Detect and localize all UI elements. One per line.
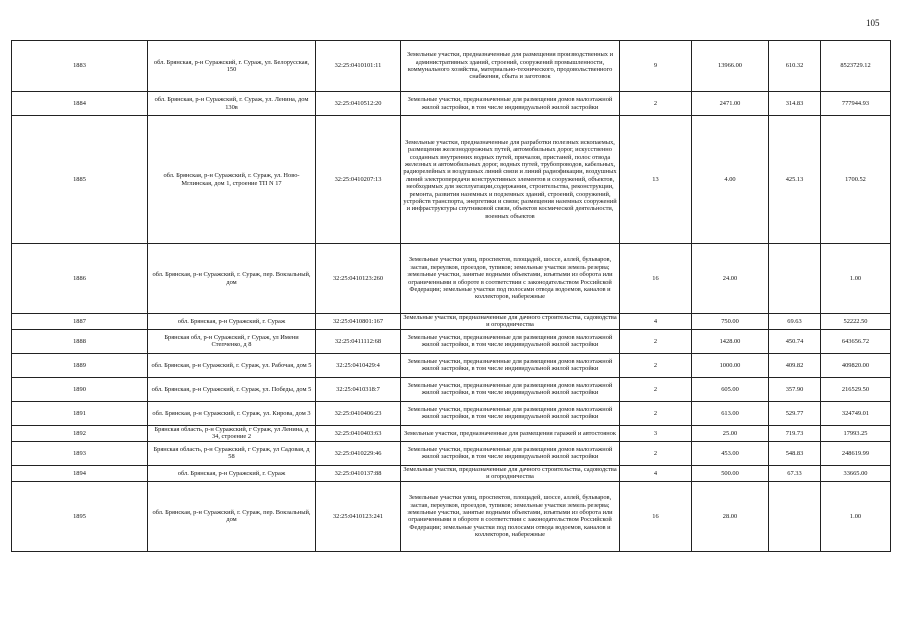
row-number: 1889 <box>12 353 148 377</box>
group-cell: 2 <box>620 377 692 401</box>
rate-cell: 719.73 <box>769 425 821 441</box>
table-row <box>12 244 891 314</box>
cadastral-value-cell: 1700.52 <box>821 116 891 244</box>
cadastral-number-cell: 32:25:0410123:260 <box>316 244 401 314</box>
table-row <box>12 92 891 116</box>
table-row <box>12 425 891 441</box>
table-row <box>12 377 891 401</box>
group-cell: 2 <box>620 329 692 353</box>
land-use-cell: Земельные участки, предназначенные для размещения домов малоэтажной жилой застройки, в том числе индивидуальной жилой застройки <box>401 353 620 377</box>
land-use-cell: Земельные участки, предназначенные для дачного строительства, садоводства и огородничества <box>401 465 620 481</box>
page-number: 105 <box>866 18 880 28</box>
table-row <box>12 314 891 330</box>
area-cell: 500.00 <box>692 465 769 481</box>
cadastral-number-cell: 32:25:0410137:88 <box>316 465 401 481</box>
address-cell: обл. Брянская, р-н Суражский, г. Сураж, ул. Кирова, дом 3 <box>148 401 316 425</box>
cadastral-value-cell: 409820.00 <box>821 353 891 377</box>
land-use-cell: Земельные участки улиц, проспектов, площадей, шоссе, аллей, бульваров, застав, переулков, проездов, тупиков; земельные участки земель резерва; земельные участки, занятые водными объектами, изъятыми из оборота или ограниченными в обороте в соответствии с законодательством Российской Федерации; земельные участки под полосами отвода водоемов, каналов и коллекторов, набережные <box>401 481 620 551</box>
address-cell: обл. Брянская, р-н Суражский, г. Сураж, ул. Рабочая, дом 5 <box>148 353 316 377</box>
rate-cell: 69.63 <box>769 314 821 330</box>
area-cell: 750.00 <box>692 314 769 330</box>
area-cell: 24.00 <box>692 244 769 314</box>
area-cell: 453.00 <box>692 441 769 465</box>
area-cell: 1000.00 <box>692 353 769 377</box>
cadastral-value-cell: 1.00 <box>821 244 891 314</box>
address-cell: Брянская область, р-н Суражский, г Сураж, ул Ленина, д 34, строение 2 <box>148 425 316 441</box>
group-cell: 3 <box>620 425 692 441</box>
land-use-cell: Земельные участки, предназначенные для размещения домов малоэтажной жилой застройки, в том числе индивидуальной жилой застройки <box>401 401 620 425</box>
area-cell: 1428.00 <box>692 329 769 353</box>
area-cell: 613.00 <box>692 401 769 425</box>
address-cell: обл. Брянская, р-н Суражский, г. Сураж <box>148 465 316 481</box>
land-use-cell: Земельные участки, предназначенные для размещения домов малоэтажной жилой застройки, в том числе индивидуальной жилой застройки <box>401 441 620 465</box>
cadastral-number-cell: 32:25:0410801:167 <box>316 314 401 330</box>
row-number: 1892 <box>12 425 148 441</box>
group-cell: 2 <box>620 441 692 465</box>
cadastral-number-cell: 32:25:0410123:241 <box>316 481 401 551</box>
area-cell: 605.00 <box>692 377 769 401</box>
row-number: 1891 <box>12 401 148 425</box>
address-cell: обл. Брянская, р-н Суражский, г. Сураж, пер. Вокзальный, дом <box>148 244 316 314</box>
cadastral-value-cell: 216529.50 <box>821 377 891 401</box>
address-cell: обл. Брянская, р-н Суражский, г. Сураж <box>148 314 316 330</box>
address-cell: обл. Брянская, р-н Суражский, г. Сураж, ул. Белорусская, 150 <box>148 41 316 92</box>
area-cell: 13966.00 <box>692 41 769 92</box>
group-cell: 2 <box>620 353 692 377</box>
area-cell: 25.00 <box>692 425 769 441</box>
table-row <box>12 465 891 481</box>
rate-cell: 425.13 <box>769 116 821 244</box>
row-number: 1887 <box>12 314 148 330</box>
group-cell: 4 <box>620 465 692 481</box>
area-cell: 4.00 <box>692 116 769 244</box>
rate-cell: 450.74 <box>769 329 821 353</box>
group-cell: 13 <box>620 116 692 244</box>
address-cell: обл. Брянская, р-н Суражский, г. Сураж, ул. Ленина, дом 130в <box>148 92 316 116</box>
land-use-cell: Земельные участки, предназначенные для размещения домов малоэтажной жилой застройки, в том числе индивидуальной жилой застройки <box>401 329 620 353</box>
row-number: 1888 <box>12 329 148 353</box>
cadastral-value-cell: 248619.99 <box>821 441 891 465</box>
row-number: 1883 <box>12 41 148 92</box>
rate-cell: 409.82 <box>769 353 821 377</box>
rate-cell: 67.33 <box>769 465 821 481</box>
cadastral-number-cell: 32:25:0411112:68 <box>316 329 401 353</box>
address-cell: Брянская область, р-н Суражский, г Сураж, ул Садовая, д 58 <box>148 441 316 465</box>
row-number: 1885 <box>12 116 148 244</box>
address-cell: обл. Брянская, р-н Суражский, г. Сураж, пер. Вокзальный, дом <box>148 481 316 551</box>
table-row <box>12 116 891 244</box>
land-use-cell: Земельные участки, предназначенные для дачного строительства, садоводства и огородничества <box>401 314 620 330</box>
cadastral-value-cell: 52222.50 <box>821 314 891 330</box>
rate-cell: 548.83 <box>769 441 821 465</box>
cadastral-value-cell: 777944.93 <box>821 92 891 116</box>
cadastral-number-cell: 32:25:0410318:7 <box>316 377 401 401</box>
cadastral-number-cell: 32:25:0410406:23 <box>316 401 401 425</box>
rate-cell: 610.32 <box>769 41 821 92</box>
group-cell: 9 <box>620 41 692 92</box>
cadastral-number-cell: 32:25:0410429:4 <box>316 353 401 377</box>
cadastral-value-cell: 17993.25 <box>821 425 891 441</box>
rate-cell <box>769 244 821 314</box>
cadastral-number-cell: 32:25:0410512:20 <box>316 92 401 116</box>
cadastral-value-cell: 33665.00 <box>821 465 891 481</box>
group-cell: 2 <box>620 401 692 425</box>
area-cell: 28.00 <box>692 481 769 551</box>
cadastral-value-cell: 324749.01 <box>821 401 891 425</box>
cadastral-number-cell: 32:25:0410101:11 <box>316 41 401 92</box>
address-cell: обл. Брянская, р-н Суражский, г. Сураж, ул. Ново-Мглинская, дом 1, строение ТП N 17 <box>148 116 316 244</box>
table-row <box>12 481 891 551</box>
area-cell: 2471.00 <box>692 92 769 116</box>
group-cell: 16 <box>620 244 692 314</box>
table-row <box>12 401 891 425</box>
rate-cell <box>769 481 821 551</box>
cadastral-value-table <box>11 40 891 552</box>
group-cell: 2 <box>620 92 692 116</box>
rate-cell: 357.90 <box>769 377 821 401</box>
land-use-cell: Земельные участки, предназначенные для размещения домов малоэтажной жилой застройки, в том числе индивидуальной жилой застройки <box>401 92 620 116</box>
row-number: 1895 <box>12 481 148 551</box>
land-use-cell: Земельные участки, предназначенные для размещения производственных и административных зданий, строений, сооружений промышленности, коммунального хозяйства, материально-технического, продовольственного снабжения, сбыта и заготовок <box>401 41 620 92</box>
cadastral-number-cell: 32:25:0410229:46 <box>316 441 401 465</box>
table-body <box>12 41 891 552</box>
cadastral-value-cell: 643656.72 <box>821 329 891 353</box>
address-cell: Брянская обл, р-н Суражский, г Сураж, ул Имени Степченко, д 8 <box>148 329 316 353</box>
row-number: 1893 <box>12 441 148 465</box>
table-row <box>12 41 891 92</box>
cadastral-value-cell: 8523729.12 <box>821 41 891 92</box>
cadastral-value-cell: 1.00 <box>821 481 891 551</box>
rate-cell: 314.83 <box>769 92 821 116</box>
land-use-cell: Земельные участки, предназначенные для разработки полезных ископаемых, размещения железнодорожных путей, автомобильных дорог, искусственно созданных внутренних водных путей, причалов, пристаней, полос отвода железных и автомобильных дорог, водных путей, трубопроводов, кабельных, радиорелейных и воздушных линий связи и линий радиофикации, воздушных линий электропередачи конструктивных элементов и сооружений, объектов, необходимых для эксплуатации,содержания, строительства, реконструкции, ремонта, развития наземных и подземных зданий, строений, сооружений, устройств транспорта, энергетики и связи; размещения наземных сооружений и инфраструктуры спутниковой связи, объектов космической деятельности, военных объектов <box>401 116 620 244</box>
row-number: 1890 <box>12 377 148 401</box>
rate-cell: 529.77 <box>769 401 821 425</box>
row-number: 1886 <box>12 244 148 314</box>
table-row <box>12 353 891 377</box>
cadastral-number-cell: 32:25:0410207:13 <box>316 116 401 244</box>
row-number: 1884 <box>12 92 148 116</box>
land-use-cell: Земельные участки, предназначенные для размещения домов малоэтажной жилой застройки, в том числе индивидуальной жилой застройки <box>401 377 620 401</box>
address-cell: обл. Брянская, р-н Суражский, г. Сураж, ул. Победы, дом 5 <box>148 377 316 401</box>
land-use-cell: Земельные участки, предназначенные для размещения гаражей и автостоянок <box>401 425 620 441</box>
row-number: 1894 <box>12 465 148 481</box>
table-row <box>12 441 891 465</box>
table-row <box>12 329 891 353</box>
group-cell: 16 <box>620 481 692 551</box>
cadastral-number-cell: 32:25:0410403:63 <box>316 425 401 441</box>
land-use-cell: Земельные участки улиц, проспектов, площадей, шоссе, аллей, бульваров, застав, переулков, проездов, тупиков; земельные участки земель резерва; земельные участки, занятые водными объектами, изъятыми из оборота или ограниченными в обороте в соответствии с законодательством Российской Федерации; земельные участки под полосами отвода водоемов, каналов и коллекторов, набережные <box>401 244 620 314</box>
group-cell: 4 <box>620 314 692 330</box>
